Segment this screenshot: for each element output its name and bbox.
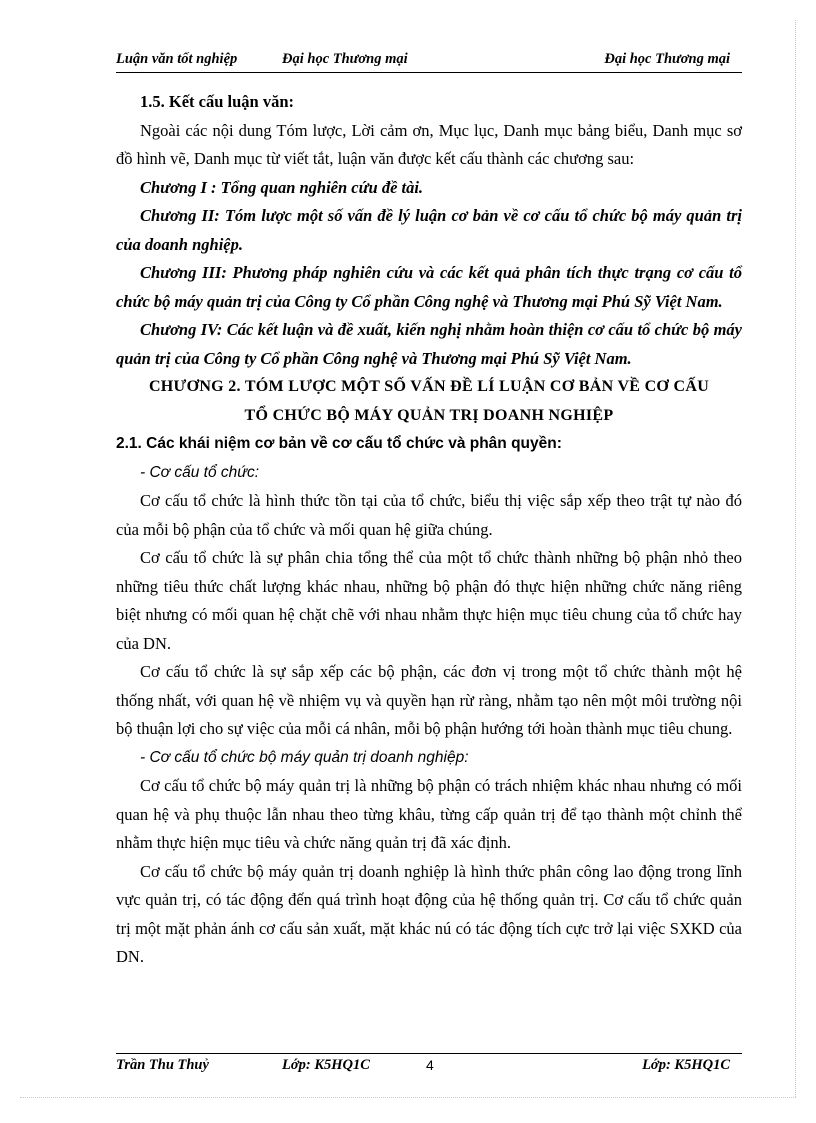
paragraph-org-structure-1: Cơ cấu tổ chức là hình thức tồn tại của tổ chức, biểu thị việc sắp xếp theo trật tự nào đó của mỗi bộ phận của tổ chức và mối quan hệ giữa chúng. (116, 491, 742, 539)
subheading-management-structure: - Cơ cấu tổ chức bộ máy quản trị doanh nghiệp: (140, 748, 469, 766)
section-1-5-heading: 1.5. Kết cấu luận văn: (140, 92, 295, 111)
paragraph-management-structure-2: Cơ cấu tổ chức bộ máy quản trị doanh nghiệp là hình thức phân công lao động trong lĩnh vực quản trị, có tác động đến quá trình hoạt động của hệ thống quản trị. Cơ cấu tổ chức quản trị một mặt phản ánh cơ cấu sản xuất, mặt khác nú có tác động tích cực trở lại việc SXKD của DN. (116, 861, 742, 966)
page-header (116, 50, 742, 73)
chapter-4-item: Chương IV: Các kết luận và đề xuất, kiến nghị nhằm hoàn thiện cơ cấu tổ chức bộ máy quản trị của Công ty Cổ phần Công nghệ và Thương mại Phú Sỹ Việt Nam. (116, 320, 742, 368)
subheading-org-structure: - Cơ cấu tổ chức: (140, 463, 260, 481)
paragraph-org-structure-2: Cơ cấu tổ chức là sự phân chia tổng thể của một tổ chức thành những bộ phận nhỏ theo những tiêu thức chất lượng khác nhau, những bộ phận đó thực hiện những chức năng riêng biệt nhưng có mối quan hệ chặt chẽ với nhau nhằm thực hiện mục tiêu chung của tổ chức hay của DN. (116, 548, 742, 653)
chapter-2-heading-line-1: CHƯƠNG 2. TÓM LƯỢC MỘT SỐ VẤN ĐỀ LÍ LUẬN CƠ BẢN VỀ CƠ CẤU (148, 378, 710, 395)
header-middle-text: Đại học Thương mại (282, 51, 408, 67)
header-left-text: Luận văn tốt nghiệp (116, 51, 238, 67)
chapter-2-heading-line-2: TỔ CHỨC BỘ MÁY QUẢN TRỊ DOANH NGHIỆP (244, 406, 614, 424)
paragraph-management-structure-1: Cơ cấu tổ chức bộ máy quản trị là những bộ phận có trách nhiệm khác nhau nhưng có mối quan hệ và phụ thuộc lẫn nhau theo từng khâu, từng cấp quản trị để tạo thành một chỉnh thể nhằm thực hiện mục tiêu và chức năng quản trị đã xác định. (116, 776, 742, 852)
page-content (116, 88, 742, 972)
footer-class-right: Lớp: K5HQ1C (642, 1057, 730, 1073)
header-right-text: Đại học Thương mại (604, 51, 730, 67)
footer-class-left: Lớp: K5HQ1C (282, 1057, 370, 1073)
page-border-bottom (20, 1097, 796, 1098)
page-border-right (795, 20, 796, 1097)
chapter-3-item: Chương III: Phương pháp nghiên cứu và các kết quả phân tích thực trạng cơ cấu tổ chức bộ máy quản trị của Công ty Cổ phần Công nghệ và Thương mại Phú Sỹ Việt Nam. (116, 263, 742, 311)
intro-paragraph: Ngoài các nội dung Tóm lược, Lời cảm ơn, Mục lục, Danh mục bảng biểu, Danh mục sơ đồ hình vẽ, Danh mục từ viết tắt, luận văn được kết cấu thành các chương sau: (116, 120, 742, 168)
footer-divider (116, 1053, 742, 1054)
paragraph-org-structure-3: Cơ cấu tổ chức là sự sắp xếp các bộ phận, các đơn vị trong một tổ chức thành một hệ thống nhất, với quan hệ về nhiệm vụ và quyền hạn rừ ràng, nhằm tạo nên một môi trường nội bộ thuận lợi cho sự việc của mỗi cá nhân, mỗi bộ phận hướng tới hoàn thành mục tiêu chung. (116, 662, 742, 738)
page-footer (116, 1057, 742, 1079)
chapter-2-item: Chương II: Tóm lược một số vấn đề lý luận cơ bản về cơ cấu tổ chức bộ máy quản trị của doanh nghiệp. (116, 206, 742, 254)
page-number: 4 (426, 1057, 434, 1073)
section-2-1-heading: 2.1. Các khái niệm cơ bản về cơ cấu tổ chức và phân quyền: (116, 435, 562, 452)
chapter-1-item: Chương I : Tổng quan nghiên cứu đề tài. (140, 177, 424, 197)
footer-author: Trần Thu Thuỷ (116, 1057, 209, 1073)
